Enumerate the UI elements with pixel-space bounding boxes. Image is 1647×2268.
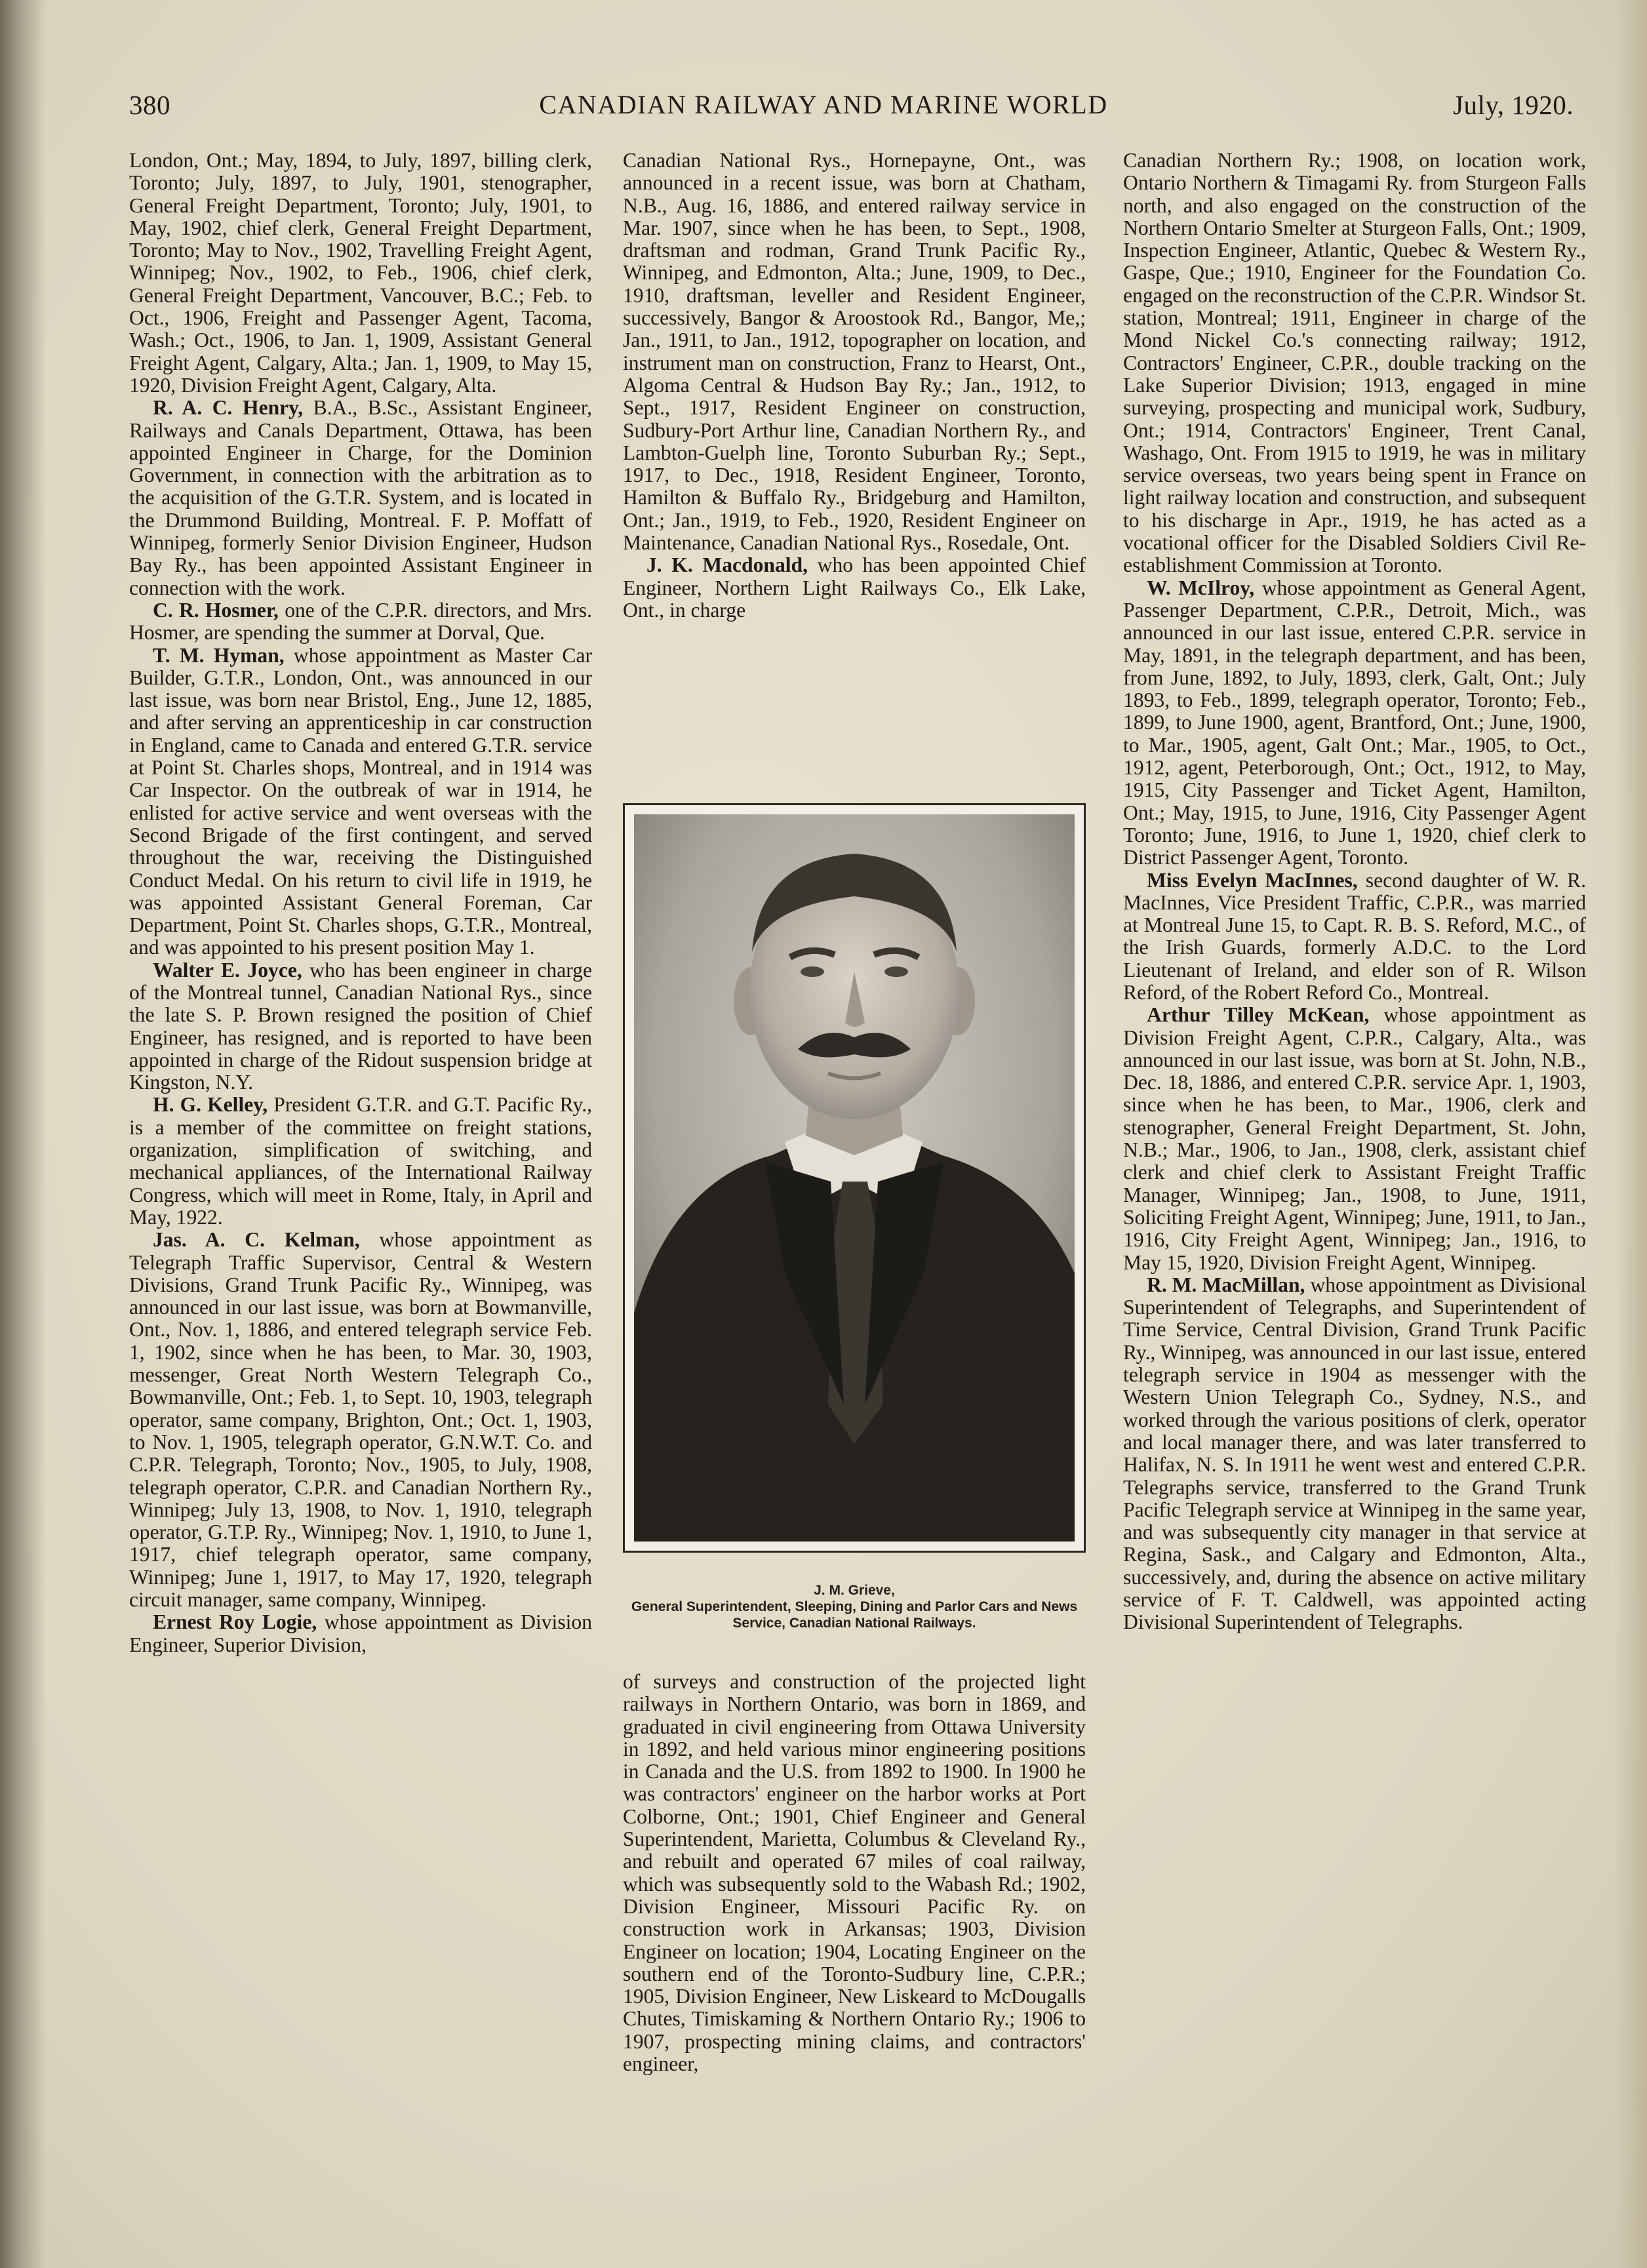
- person-name: R. A. C. Henry,: [153, 396, 304, 420]
- text-column-2-continued: [623, 1671, 1086, 2075]
- paragraph: T. M. Hyman, whose appointment as Master Car Builder, G.T.R., London, Ont., was announced in our last issue, was born near Bristol, Eng., June 12, 1885, and after serving an apprenticeship in car construction in England, came to Canada and entered G.T.R. service at Point St. Charles shops, Montreal, and in 1914 was Car Inspector. On the outbreak of war in 1914, he enlisted for active service and went overseas with the Second Brigade of the first contingent, and served throughout the war, receiving the Distinguished Conduct Medal. On his return to civil life in 1919, he was appointed Assistant General Foreman, Car Department, Point St. Charles shops, G.T.R., Montreal, and was appointed to his present position May 1.: [129, 643, 592, 959]
- paragraph: Miss Evelyn MacInnes, second daughter of W. R. MacInnes, Vice President Traffic, C.P.R., was married at Montreal June 15, to Capt. R. B. S. Reford, M.C., of the Irish Guards, formerly A.D.C. to the Lord Lieutenant of Ireland, and elder son of R. Wilson Reford, of the Robert Reford Co., Montreal.: [1123, 868, 1586, 1004]
- paragraph: W. McIlroy, whose appointment as General Agent, Passenger Department, C.P.R., Detroit, Mich., was announced in our last issue, entered C.P.R. service in May, 1891, in the telegraph department, and has been, from June, 1892, to July, 1893, clerk, Galt, Ont.; July 1893, to Feb., 1899, telegraph operator, Toronto; Feb., 1899, to June 1900, agent, Brantford, Ont.; June, 1900, to Mar., 1905, agent, Galt Ont.; Mar., 1905, to Oct., 1912, agent, Peterborough, Ont.; Oct., 1912, to May, 1915, City Passenger and Ticket Agent, Hamilton, Ont.; May, 1915, to June, 1916, City Passenger Agent Toronto; June, 1916, to June 1, 1920, chief clerk to District Passenger Agent, Toronto.: [1123, 576, 1586, 869]
- paragraph: Walter E. Joyce, who has been engineer in charge of the Montreal tunnel, Canadian National Rys., since the late S. P. Brown resigned the position of Chief Engineer, has resigned, and is reported to have been appointed in charge of the Ridout suspension bridge at Kingston, N.Y.: [129, 958, 592, 1094]
- binding-shadow: [0, 0, 46, 2268]
- caption-name: J. M. Grieve,: [814, 1583, 895, 1598]
- person-name: Arthur Tilley McKean,: [1147, 1003, 1370, 1027]
- text-column-1: [129, 149, 592, 1656]
- paragraph: C. R. Hosmer, one of the C.P.R. directors, and Mrs. Hosmer, are spending the summer at Dorval, Que.: [129, 598, 592, 645]
- paragraph: Canadian National Rys., Hornepayne, Ont., was announced in a recent issue, was born at Chatham, N.B., Aug. 16, 1886, and entered railway service in Mar. 1907, since when he has been, to Sept., 1908, draftsman and rodman, Grand Trunk Pacific Ry., Winnipeg, and Edmonton, Alta.; June, 1909, to Dec., 1910, draftsman, leveller and Resident Engineer, successively, Bangor & Aroostook Rd., Bangor, Me,; Jan., 1911, to Jan., 1912, topographer on location, and instrument man on construction, Franz to Hearst, Ont., Algoma Central & Hudson Bay Ry.; Jan., 1912, to Sept., 1917, Resident Engineer on construction, Sudbury-Port Arthur line, Canadian Northern Ry., and Lambton-Guelph line, Toronto Suburban Ry.; Sept., 1917, to Dec., 1918, Resident Engineer, Toronto, Hamilton & Buffalo Ry., Bridgeburg and Hamilton, Ont.; Jan., 1919, to Feb., 1920, Resident Engineer on Maintenance, Canadian National Rys., Rosedale, Ont.: [623, 149, 1086, 555]
- paragraph: Canadian Northern Ry.; 1908, on location work, Ontario Northern & Timagami Ry. from Sturgeon Falls north, and also engaged on the construction of the Northern Ontario Smelter at Sturgeon Falls, Ont.; 1909, Inspection Engineer, Atlantic, Quebec & Western Ry., Gaspe, Que.; 1910, Engineer for the Foundation Co. engaged on the reconstruction of the C.P.R. Windsor St. station, Montreal; 1911, Engineer in charge of the Mond Nickel Co.'s connecting railway; 1912, Contractors' Engineer, C.P.R., double tracking on the Lake Superior Division; 1913, engaged in mine surveying, prospecting and municipal work, Sudbury, Ont.; 1914, Contractors' Engineer, Trent Canal, Washago, Ont. From 1915 to 1919, he was in military service overseas, two years being spent in France on light railway location and construction, and subsequent to his discharge in Apr., 1919, he has acted as a vocational officer for the Disabled Soldiers Civil Re-establishment Commission at Toronto.: [1123, 149, 1586, 577]
- paragraph: Ernest Roy Logie, whose appointment as Division Engineer, Superior Division,: [129, 1610, 592, 1656]
- paragraph: London, Ont.; May, 1894, to July, 1897, billing clerk, Toronto; July, 1897, to July, 1901, stenographer, General Freight Department, Toronto; July, 1901, to May, 1902, chief clerk, General Freight Department, Toronto; May to Nov., 1902, Travelling Freight Agent, Winnipeg; Nov., 1902, to Feb., 1906, chief clerk, General Freight Department, Vancouver, B.C.; Feb. to Oct., 1906, Freight and Passenger Agent, Tacoma, Wash.; Oct., 1906, to Jan. 1, 1909, Assistant General Freight Agent, Calgary, Alta.; Jan. 1, 1909, to May 15, 1920, Division Freight Agent, Calgary, Alta.: [129, 149, 592, 397]
- paragraph: of surveys and construction of the projected light railways in Northern Ontario, was born in 1869, and graduated in civil engineering from Ottawa University in 1892, and held various minor engineering positions in Canada and the U.S. from 1892 to 1900. In 1900 he was contractors' engineer on the harbor works at Port Colborne, Ont.; 1901, Chief Engineer and General Superintendent, Marietta, Columbus & Cleveland Ry., and rebuilt and operated 67 miles of coal railway, which was subsequently sold to the Wabash Rd.; 1902, Division Engineer, Missouri Pacific Ry. on construction work in Arkansas; 1903, Division Engineer on location; 1904, Locating Engineer on the southern end of the Toronto-Sudbury line, C.P.R.; 1905, Division Engineer, New Liskeard to McDougalls Chutes, Timiskaming & Northern Ontario Ry.; 1906 to 1907, prospecting mining claims, and contractors' engineer,: [623, 1670, 1086, 2076]
- person-name: Ernest Roy Logie,: [153, 1610, 317, 1634]
- paragraph: R. A. C. Henry, B.A., B.Sc., Assistant Engineer, Railways and Canals Department, Ottawa, has been appointed Engineer in Charge, for the Dominion Government, in connection with the arbitration as to the acquisition of the G.T.R. System, and is located in the Drummond Building, Montreal. F. P. Moffatt of Winnipeg, formerly Senior Division Engineer, Hudson Bay Ry., has been appointed Assistant Engineer in connection with the work.: [129, 396, 592, 599]
- person-name: J. K. Macdonald,: [646, 553, 808, 577]
- paragraph: Arthur Tilley McKean, whose appointment as Division Freight Agent, C.P.R., Calgary, Alta., was announced in our last issue, was born at St. John, N.B., Dec. 18, 1886, and entered C.P.R. service Apr. 1, 1903, since when he has been, to Mar., 1906, clerk and stenographer, General Freight Department, St. John, N.B.; Mar., 1906, to Jan., 1908, clerk, assistant chief clerk and chief clerk to Assistant Freight Traffic Manager, Winnipeg; Jan., 1908, to June, 1911, Soliciting Freight Agent, Winnipeg; June, 1911, to Jan., 1916, City Freight Agent, Winnipeg; Jan., 1916, to May 15, 1920, Division Freight Agent, Winnipeg.: [1123, 1003, 1586, 1274]
- person-name: C. R. Hosmer,: [153, 598, 279, 622]
- text-column-3: [1123, 149, 1586, 1634]
- person-name: T. M. Hyman,: [153, 643, 285, 667]
- person-name: Walter E. Joyce,: [153, 958, 302, 982]
- caption-text: General Superintendent, Sleeping, Dining and Parlor Cars and News Service, Canadian National Railways.: [631, 1599, 1078, 1631]
- person-name: H. G. Kelley,: [153, 1093, 268, 1117]
- page-number: 380: [129, 90, 170, 120]
- person-name: Jas. A. C. Kelman,: [153, 1228, 360, 1252]
- photo-caption: [616, 1582, 1092, 1631]
- paragraph: R. M. MacMillan, whose appointment as Divisional Superintendent of Telegraphs, and Superintendent of Time Service, Central Division, Grand Trunk Pacific Ry., Winnipeg, was announced in our last issue, entered telegraph service in 1904 as messenger with the Western Union Telegraph Co., Sydney, N.S., and worked through the various positions of clerk, operator and local manager there, and was later transferred to Halifax, N. S. In 1911 he went west and entered C.P.R. Telegraphs service, transferred to the Grand Trunk Pacific Telegraph service at Winnipeg in the same year, and was subsequently city manager in that service at Regina, Sask., and Calgary and Edmonton, Alta., successively, and, during the absence on active military service of F. T. Caldwell, was appointed acting Divisional Superintendent of Telegraphs.: [1123, 1273, 1586, 1634]
- paragraph: J. K. Macdonald, who has been appointed Chief Engineer, Northern Light Railways Co., Elk Lake, Ont., in charge: [623, 553, 1086, 622]
- issue-date: July, 1920.: [1453, 90, 1574, 120]
- person-name: W. McIlroy,: [1147, 576, 1255, 599]
- person-name: Miss Evelyn MacInnes,: [1147, 868, 1358, 892]
- journal-title: CANADIAN RAILWAY AND MARINE WORLD: [539, 90, 1108, 119]
- portrait-image: [634, 814, 1075, 1542]
- portrait-photo: [623, 803, 1086, 1553]
- paragraph: H. G. Kelley, President G.T.R. and G.T. Pacific Ry., is a member of the committee on freight stations, organization, simplification of switching, and mechanical appliances, of the International Railway Congress, which will meet in Rome, Italy, in April and May, 1922.: [129, 1093, 593, 1229]
- paragraph: Jas. A. C. Kelman, whose appointment as Telegraph Traffic Supervisor, Central & Western Divisions, Grand Trunk Pacific Ry., Winnipeg, was announced in our last issue, was born at Bowmanville, Ont., Nov. 1, 1886, and entered telegraph service Feb. 1, 1902, since when he has been, to Mar. 30, 1903, messenger, Great North Western Telegraph Co., Bowmanville, Ont.; Feb. 1, to Sept. 10, 1903, telegraph operator, same company, Brighton, Ont.; Oct. 1, 1903, to Nov. 1, 1905, telegraph operator, G.N.W.T. Co. and C.P.R. Telegraph, Toronto; Nov., 1905, to July, 1908, telegraph operator, C.P.R. and Canadian Northern Ry., Winnipeg; July 13, 1908, to Nov. 1, 1910, telegraph operator, G.T.P. Ry., Winnipeg; Nov. 1, 1910, to June 1, 1917, chief telegraph operator, same company, Winnipeg; June 1, 1917, to May 17, 1920, telegraph circuit manager, same company, Winnipeg.: [129, 1228, 592, 1611]
- page-edge-shadow: [1614, 0, 1647, 2268]
- person-name: R. M. MacMillan,: [1147, 1273, 1305, 1296]
- text-column-2: [623, 149, 1086, 622]
